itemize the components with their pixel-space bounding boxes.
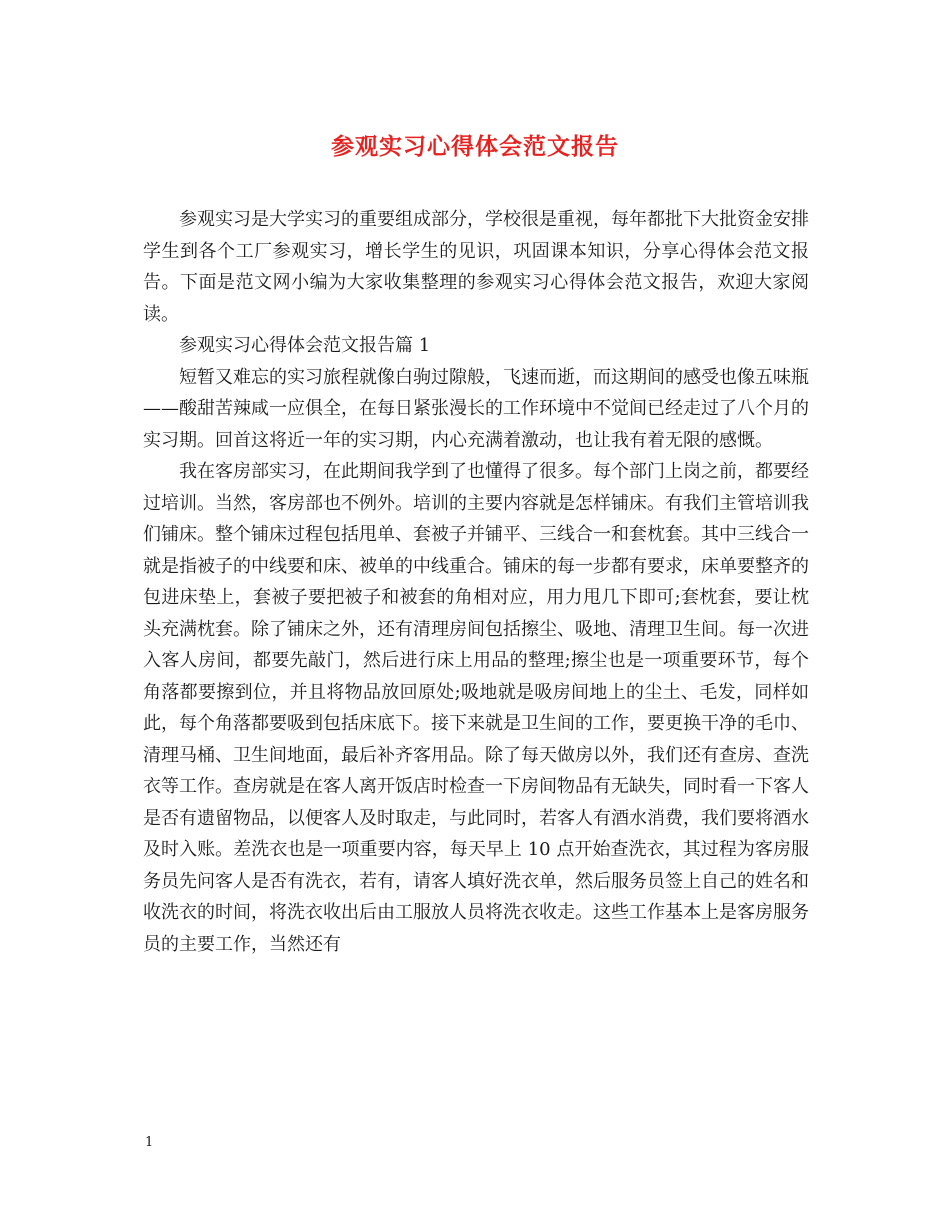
document-title: 参观实习心得体会范文报告 [331, 133, 619, 160]
document-body [143, 204, 809, 960]
body-paragraph: 我在客房部实习，在此期间我学到了也懂得了很多。每个部门上岗之前，都要经过培训。当然，客房部也不例外。培训的主要内容就是怎样铺床。有我们主管培训我们铺床。整个铺床过程包括甩单、套被子并铺平、三线合一和套枕套。其中三线合一就是指被子的中线要和床、被单的中线重合。铺床的每一步都有要求，床单要整齐的包进床垫上，套被子要把被子和被套的角相对应，用力甩几下即可;套枕套，要让枕头充满枕套。除了铺床之外，还有清理房间包括擦尘、吸地、清理卫生间。每一次进入客人房间，都要先敲门，然后进行床上用品的整理;擦尘也是一项重要环节，每个角落都要擦到位，并且将物品放回原处;吸地就是吸房间地上的尘土、毛发，同样如此，每个角落都要吸到包括床底下。接下来就是卫生间的工作，要更换干净的毛巾、清理马桶、卫生间地面，最后补齐客用品。除了每天做房以外，我们还有查房、查洗衣等工作。查房就是在客人离开饭店时检查一下房间物品有无缺失，同时看一下客人是否有遗留物品，以便客人及时取走，与此同时，若客人有酒水消费，我们要将酒水及时入账。差洗衣也是一项重要内容，每天早上 10 点开始查洗衣，其过程为客房服务员先问客人是否有洗衣，若有，请客人填好洗衣单，然后服务员签上自己的姓名和收洗衣的时间，将洗衣收出后由工服放人员将洗衣收走。这些工作基本上是客房服务员的主要工作，当然还有 [143, 461, 809, 955]
intro-paragraph: 参观实习是大学实习的重要组成部分，学校很是重视，每年都批下大批资金安排学生到各个工厂参观实习，增长学生的见识，巩固课本知识，分享心得体会范文报告。下面是范文网小编为大家收集整理的参观实习心得体会范文报告，欢迎大家阅读。 [143, 209, 809, 325]
body-paragraph: 短暂又难忘的实习旅程就像白驹过隙般，飞速而逝，而这期间的感受也像五味瓶——酸甜苦辣咸一应俱全，在每日紧张漫长的工作环境中不觉间已经走过了八个月的实习期。回首这将近一年的实习期，内心充满着激动，也让我有着无限的感慨。 [143, 366, 809, 451]
page-number: 1 [145, 1135, 154, 1150]
section-heading: 参观实习心得体会范文报告篇 1 [179, 335, 431, 356]
